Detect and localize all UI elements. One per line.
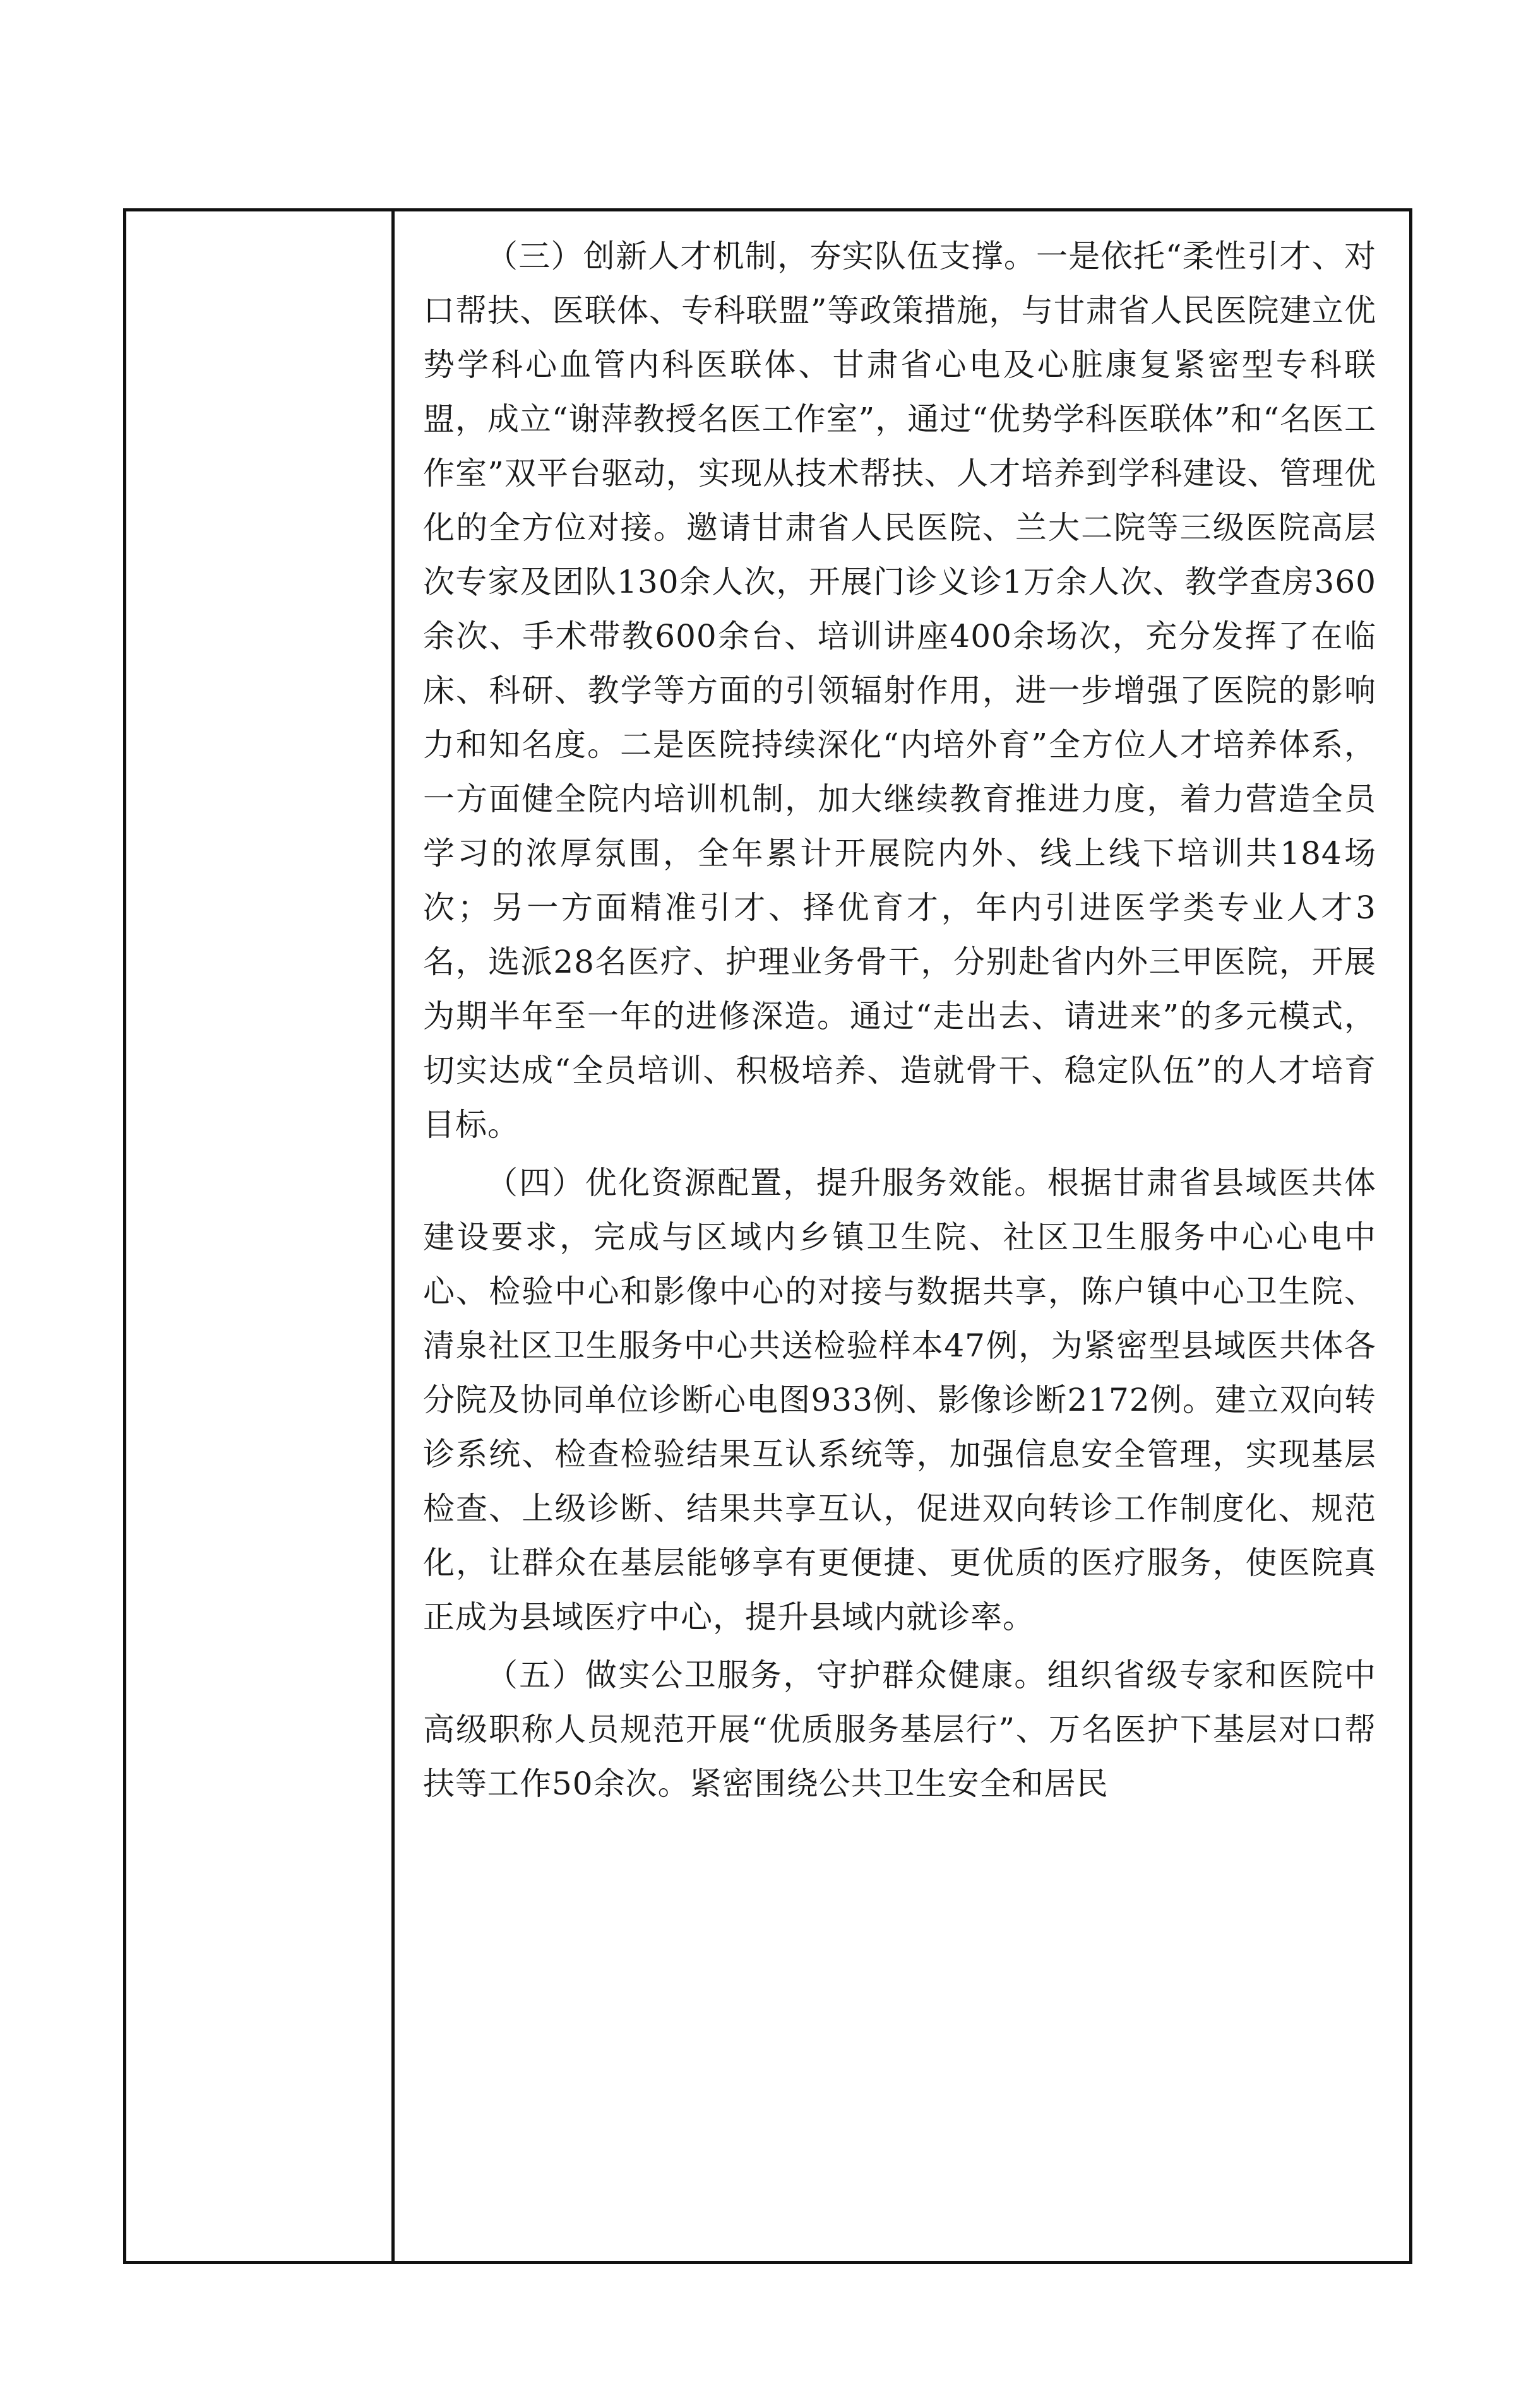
table-content-cell	[423, 229, 1376, 2236]
column-divider	[391, 211, 395, 2261]
table-left-column	[126, 211, 391, 2261]
paragraph-public-health: （五）做实公卫服务，守护群众健康。组织省级专家和医院中高级职称人员规范开展“优质服务基层行”、万名医护下基层对口帮扶等工作50余次。紧密围绕公共卫生安全和居民	[423, 1657, 1376, 1802]
report-table	[123, 208, 1412, 2264]
paragraph-resource-allocation: （四）优化资源配置，提升服务效能。根据甘肃省县域医共体建设要求，完成与区域内乡镇卫生院、社区卫生服务中心心电中心、检验中心和影像中心的对接与数据共享，陈户镇中心卫生院、清泉社区卫生服务中心共送检验样本47例，为紧密型县域医共体各分院及协同单位诊断心电图933例、影像诊断2172例。建立双向转诊系统、检查检验结果互认系统等，加强信息安全管理，实现基层检查、上级诊断、结果共享互认，促进双向转诊工作制度化、规范化，让群众在基层能够享有更便捷、更优质的医疗服务，使医院真正成为县域医疗中心，提升县域内就诊率。	[423, 1165, 1376, 1635]
paragraph-talent-mechanism: （三）创新人才机制，夯实队伍支撑。一是依托“柔性引才、对口帮扶、医联体、专科联盟”等政策措施，与甘肃省人民医院建立优势学科心血管内科医联体、甘肃省心电及心脏康复紧密型专科联盟，成立“谢萍教授名医工作室”，通过“优势学科医联体”和“名医工作室”双平台驱动，实现从技术帮扶、人才培养到学科建设、管理优化的全方位对接。邀请甘肃省人民医院、兰大二院等三级医院高层次专家及团队130余人次，开展门诊义诊1万余人次、教学查房360余次、手术带教600余台、培训讲座400余场次，充分发挥了在临床、科研、教学等方面的引领辐射作用，进一步增强了医院的影响力和知名度。二是医院持续深化“内培外育”全方位人才培养体系，一方面健全院内培训机制，加大继续教育推进力度，着力营造全员学习的浓厚氛围，全年累计开展院内外、线上线下培训共184场次；另一方面精准引才、择优育才，年内引进医学类专业人才3名，选派28名医疗、护理业务骨干，分别赴省内外三甲医院，开展为期半年至一年的进修深造。通过“走出去、请进来”的多元模式，切实达成“全员培训、积极培养、造就骨干、稳定队伍”的人才培育目标。	[423, 238, 1376, 1143]
